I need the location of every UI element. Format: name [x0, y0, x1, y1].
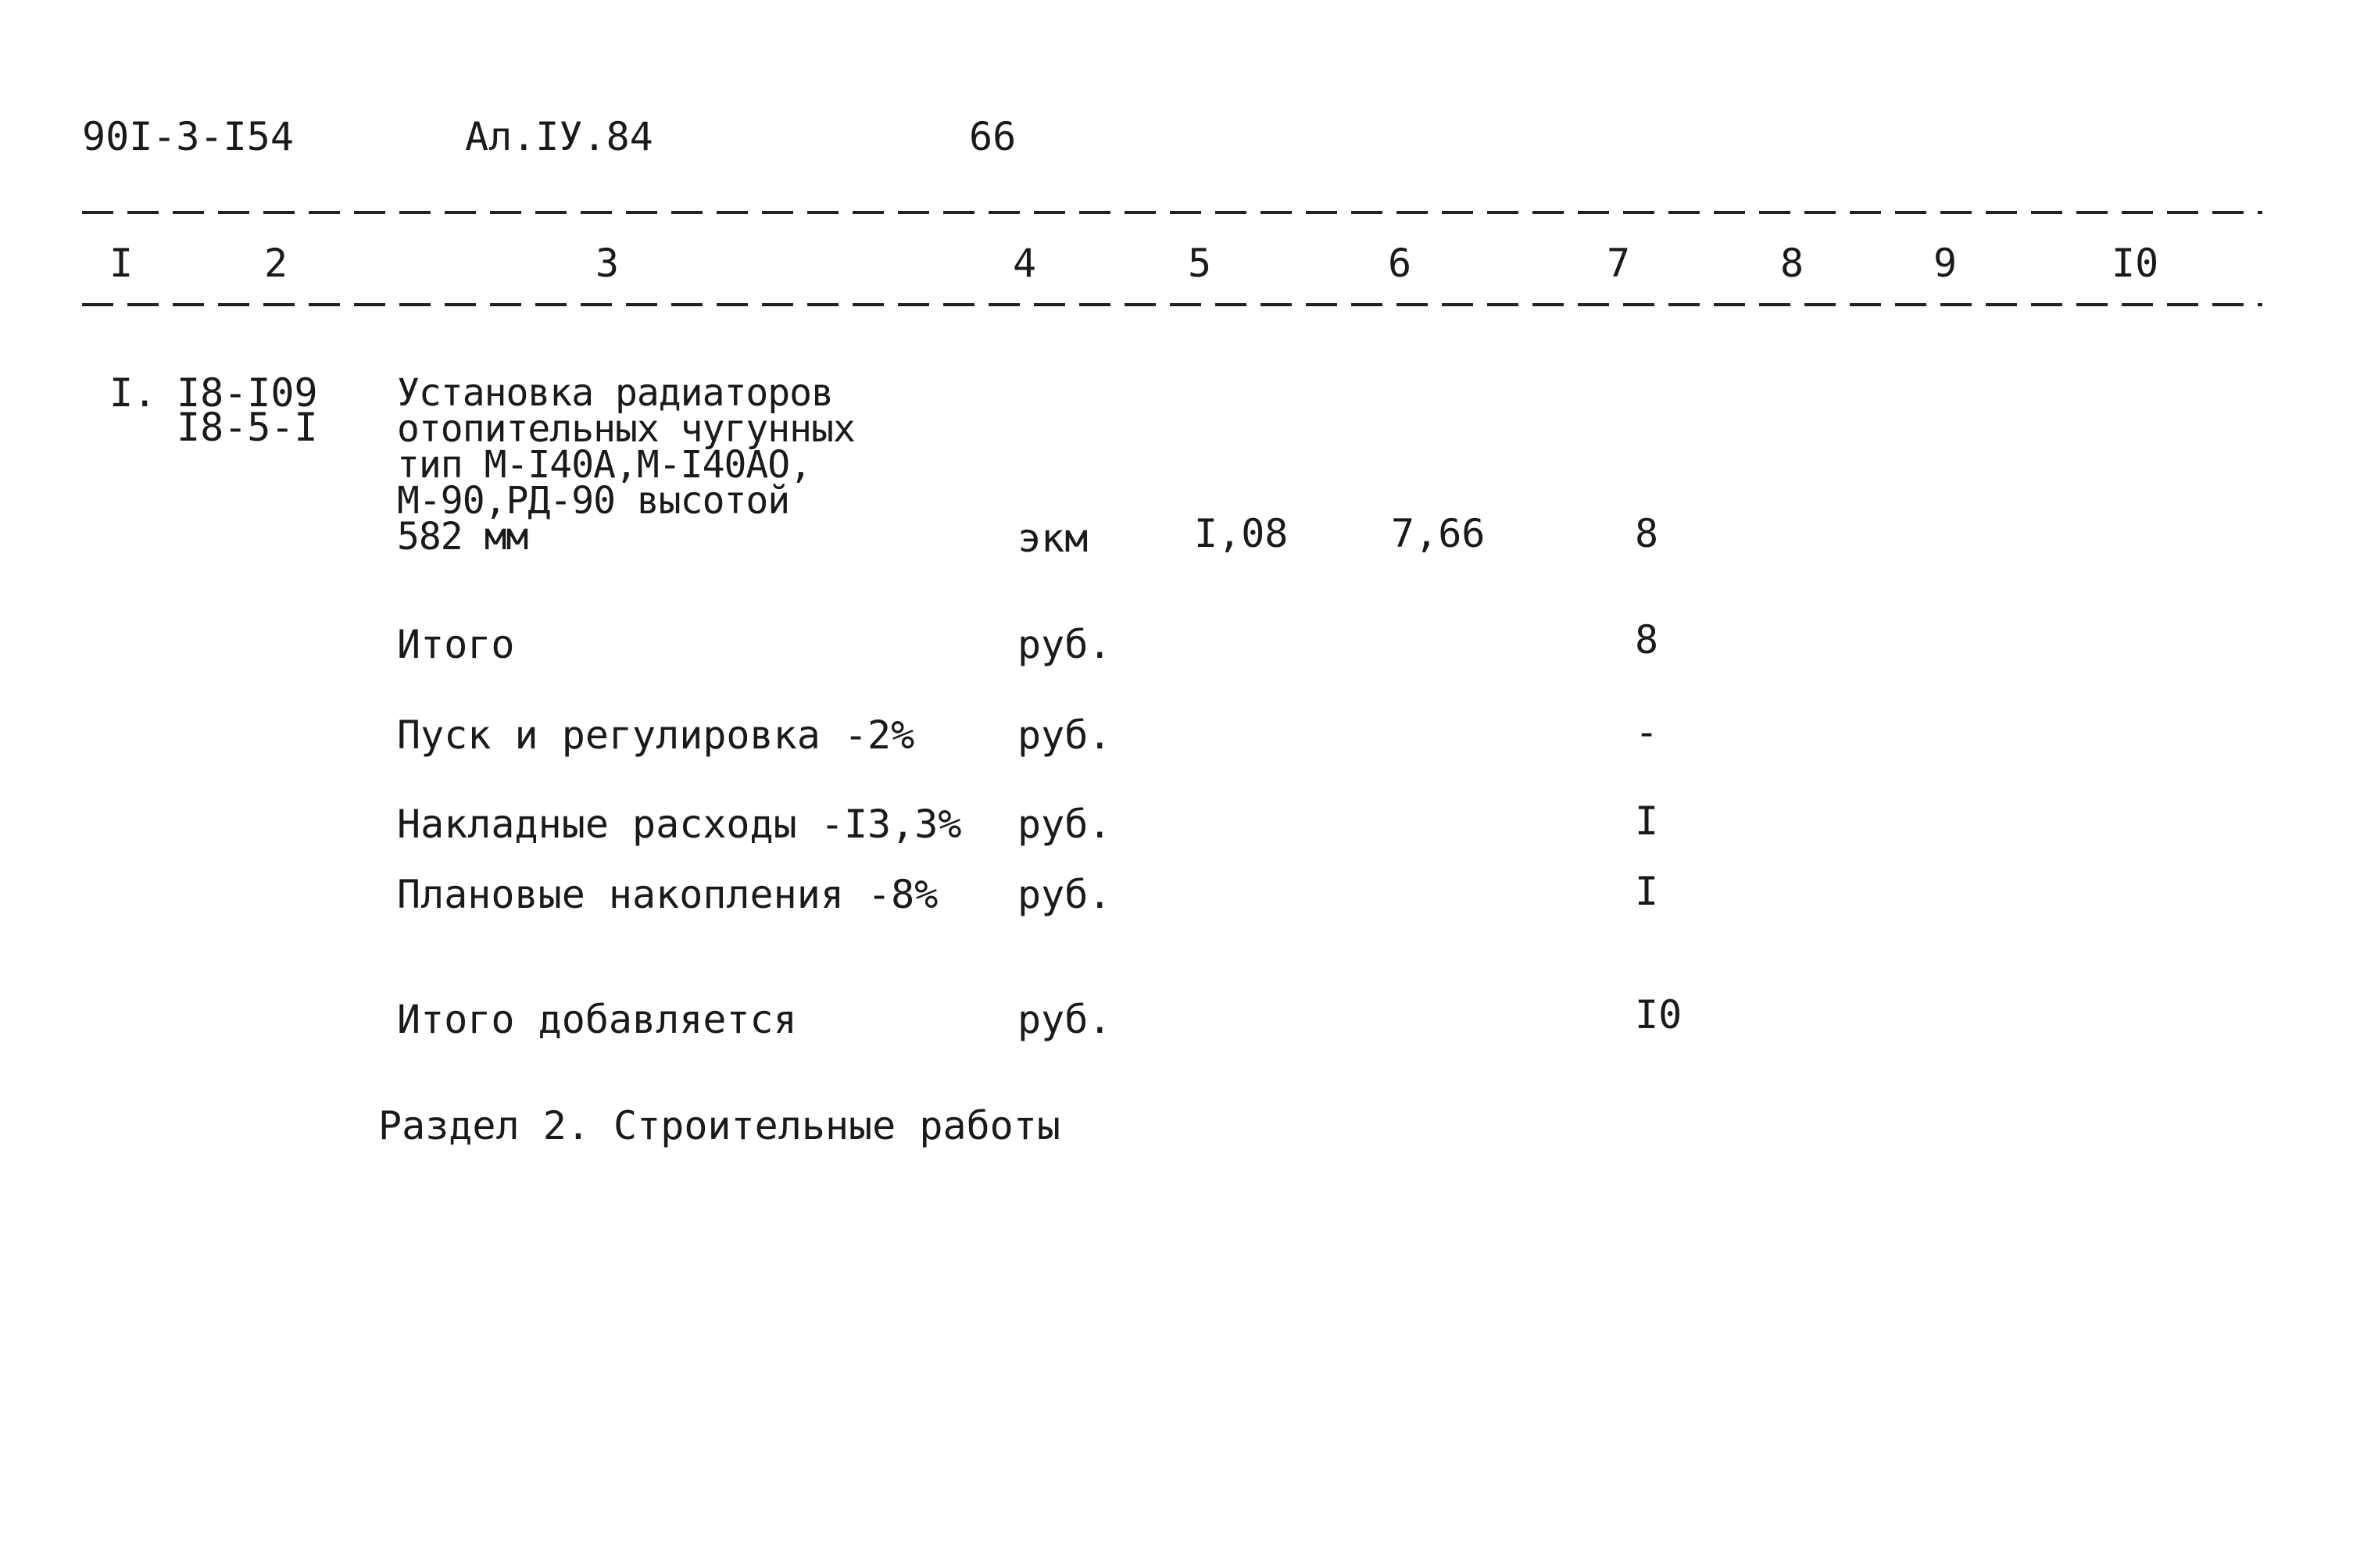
item-code: I8-5-I — [177, 405, 318, 450]
document-code: 90I-3-I54 — [82, 114, 294, 159]
column-header: 8 — [1780, 241, 1804, 286]
column-header: I0 — [2112, 241, 2159, 286]
grand-total-label: Итого добавляется — [397, 997, 797, 1042]
item-code: I8-I09 — [177, 370, 318, 416]
summary-value: - — [1635, 709, 1659, 755]
column-header: I — [109, 241, 134, 286]
summary-label: Итого — [397, 622, 515, 667]
item-description-line: отопительных чугунных — [397, 407, 855, 451]
summary-unit: руб. — [1017, 802, 1112, 847]
grand-total-value: I0 — [1635, 992, 1683, 1038]
column-header: 4 — [1013, 241, 1037, 286]
column-header: 6 — [1388, 241, 1412, 286]
column-header: 5 — [1188, 241, 1212, 286]
section-title: Раздел 2. Строительные работы — [378, 1103, 1060, 1148]
table-top-rule — [82, 211, 2262, 214]
column-header: 2 — [264, 241, 288, 286]
item-description-line: М-90,РД-90 высотой — [397, 479, 790, 523]
item-description-line: Установка радиаторов — [397, 371, 833, 415]
summary-value: I — [1635, 798, 1659, 844]
summary-label: Плановые накопления -8% — [397, 872, 939, 917]
column-header: 3 — [595, 241, 620, 286]
table-header-rule — [82, 303, 2262, 306]
item-total: 8 — [1635, 511, 1659, 556]
summary-unit: руб. — [1017, 872, 1112, 917]
summary-label: Пуск и регулировка -2% — [397, 713, 915, 758]
item-unit-price: 7,66 — [1391, 511, 1486, 556]
item-quantity: I,08 — [1194, 511, 1289, 556]
summary-label: Накладные расходы -I3,3% — [397, 802, 962, 847]
summary-value: 8 — [1635, 617, 1659, 663]
grand-total-unit: руб. — [1017, 997, 1112, 1042]
item-unit: экм — [1017, 516, 1089, 561]
column-header: 7 — [1607, 241, 1631, 286]
summary-unit: руб. — [1017, 622, 1112, 667]
item-description-line: 582 мм — [397, 515, 528, 559]
item-description-line: тип М-I40А,М-I40АО, — [397, 443, 812, 487]
album-number: Ал.IУ.84 — [465, 114, 653, 159]
item-number: I. — [109, 370, 157, 416]
column-header: 9 — [1933, 241, 1958, 286]
summary-value: I — [1635, 869, 1659, 914]
summary-unit: руб. — [1017, 713, 1112, 758]
page-number: 66 — [969, 114, 1017, 159]
